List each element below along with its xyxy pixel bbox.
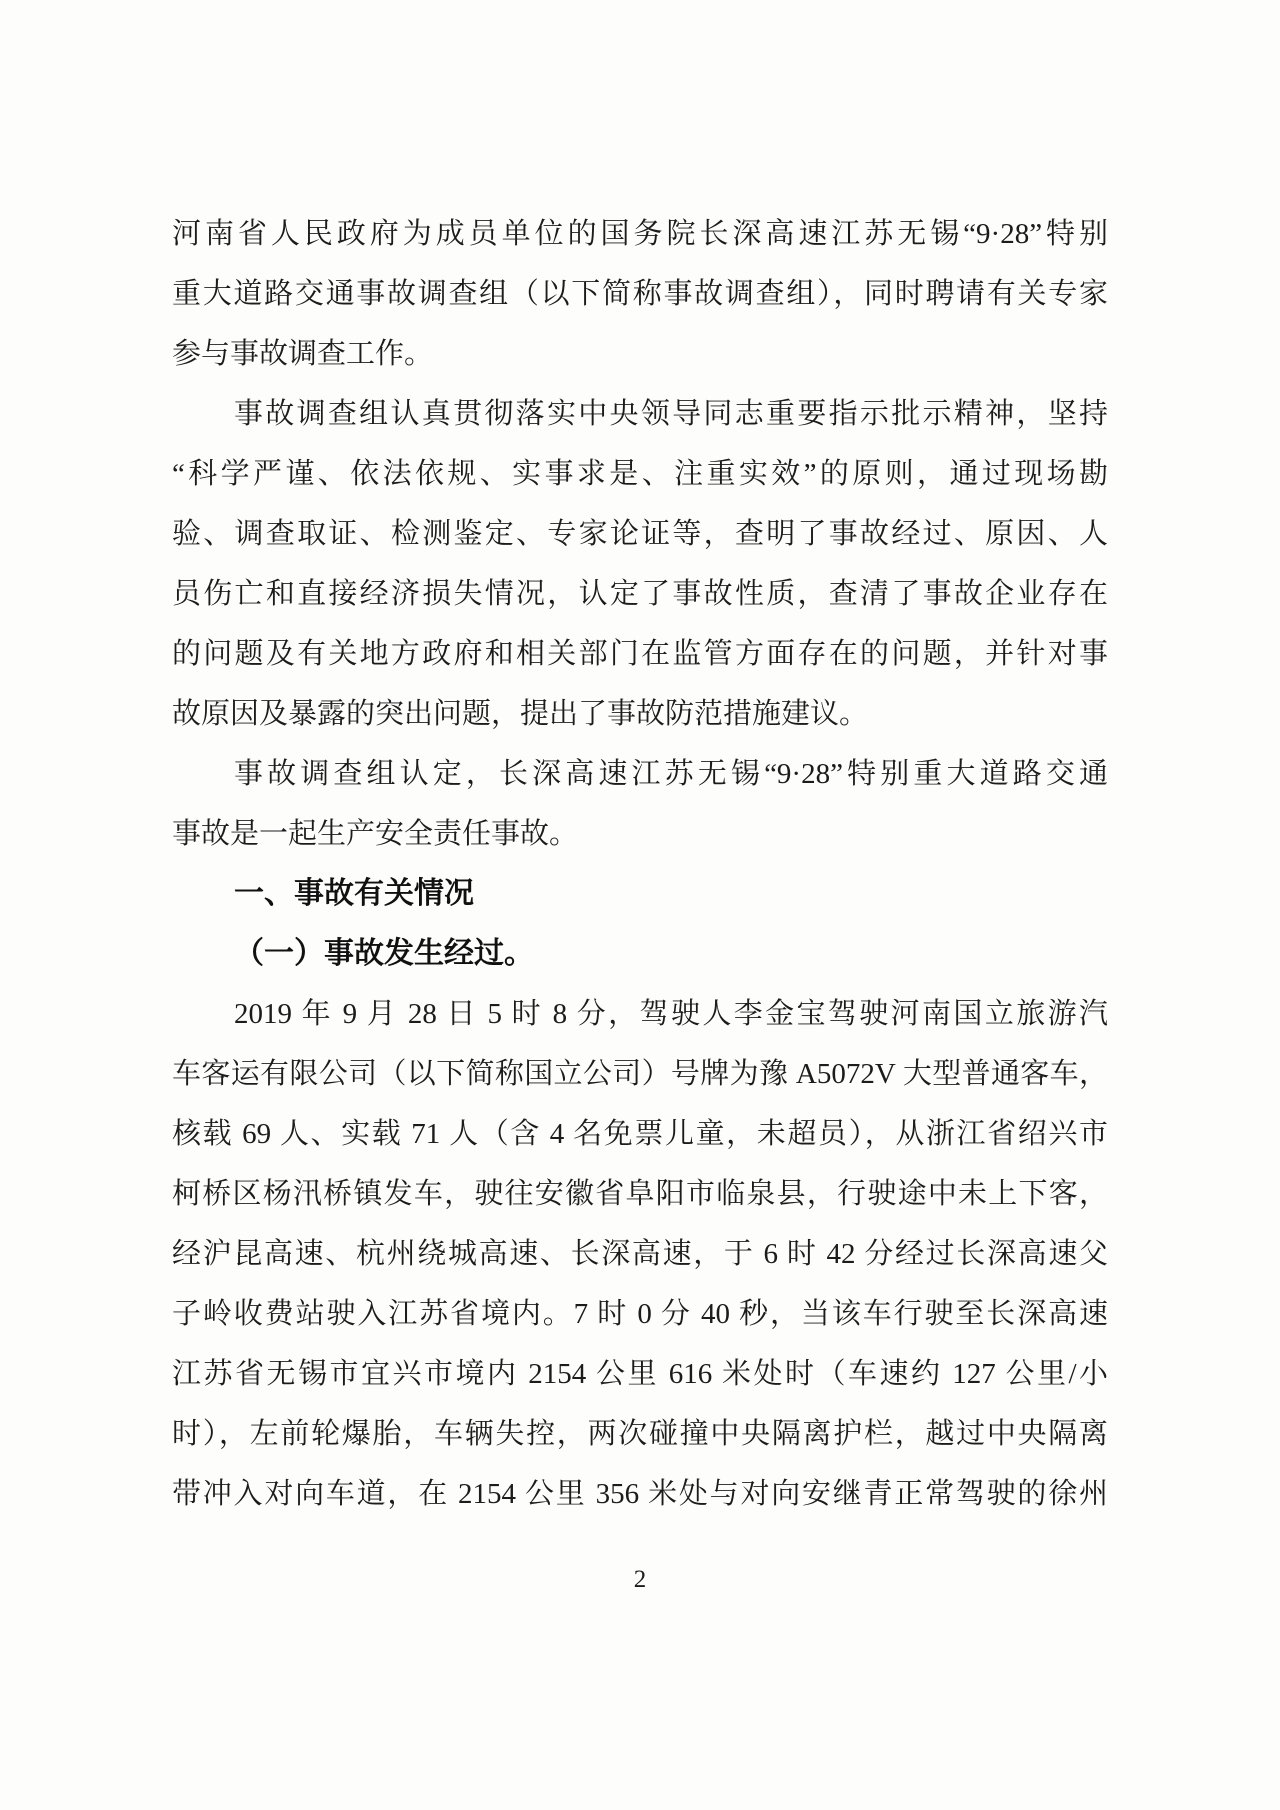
text-line: 事故是一起生产安全责任事故。 [172,818,579,850]
text-line: 子岭收费站驶入江苏省境内。7 时 0 分 40 秒，当该车行驶至长深高速 [172,1298,1108,1330]
text-line: 重大道路交通事故调查组（以下简称事故调查组），同时聘请有关专家 [172,278,1108,310]
text-line: 柯桥区杨汛桥镇发车，驶往安徽省阜阳市临泉县，行驶途中未上下客， [172,1178,1108,1210]
text-line: （一）事故发生经过。 [234,937,534,970]
document-body [172,204,1108,1524]
text-line: 一、事故有关情况 [234,877,474,910]
text-line: 验、调查取证、检测鉴定、专家论证等，查明了事故经过、原因、人 [172,518,1108,550]
text-line: 的问题及有关地方政府和相关部门在监管方面存在的问题，并针对事 [172,638,1108,670]
text-line: 事故调查组认真贯彻落实中央领导同志重要指示批示精神，坚持 [234,398,1108,430]
text-line: 江苏省无锡市宜兴市境内 2154 公里 616 米处时（车速约 127 公里/小 [172,1358,1108,1390]
text-line: 河南省人民政府为成员单位的国务院长深高速江苏无锡“9·28”特别 [172,218,1108,250]
text-line: 经沪昆高速、杭州绕城高速、长深高速，于 6 时 42 分经过长深高速父 [172,1238,1108,1270]
text-line: “科学严谨、依法依规、实事求是、注重实效”的原则，通过现场勘 [172,458,1108,490]
text-line: 事故调查组认定，长深高速江苏无锡“9·28”特别重大道路交通 [234,758,1108,790]
text-line: 核载 69 人、实载 71 人（含 4 名免票儿童，未超员），从浙江省绍兴市 [172,1118,1108,1150]
text-line: 故原因及暴露的突出问题，提出了事故防范措施建议。 [172,698,869,730]
text-line: 参与事故调查工作。 [172,338,434,370]
text-line: 车客运有限公司（以下简称国立公司）号牌为豫 A5072V 大型普通客车， [172,1058,1108,1090]
page-number: 2 [633,1566,647,1593]
text-line: 带冲入对向车道，在 2154 公里 356 米处与对向安继青正常驾驶的徐州 [172,1478,1108,1510]
text-line: 时），左前轮爆胎，车辆失控，两次碰撞中央隔离护栏，越过中央隔离 [172,1418,1108,1450]
text-line: 2019 年 9 月 28 日 5 时 8 分，驾驶人李金宝驾驶河南国立旅游汽 [234,998,1108,1030]
text-line: 员伤亡和直接经济损失情况，认定了事故性质，查清了事故企业存在 [172,578,1108,610]
